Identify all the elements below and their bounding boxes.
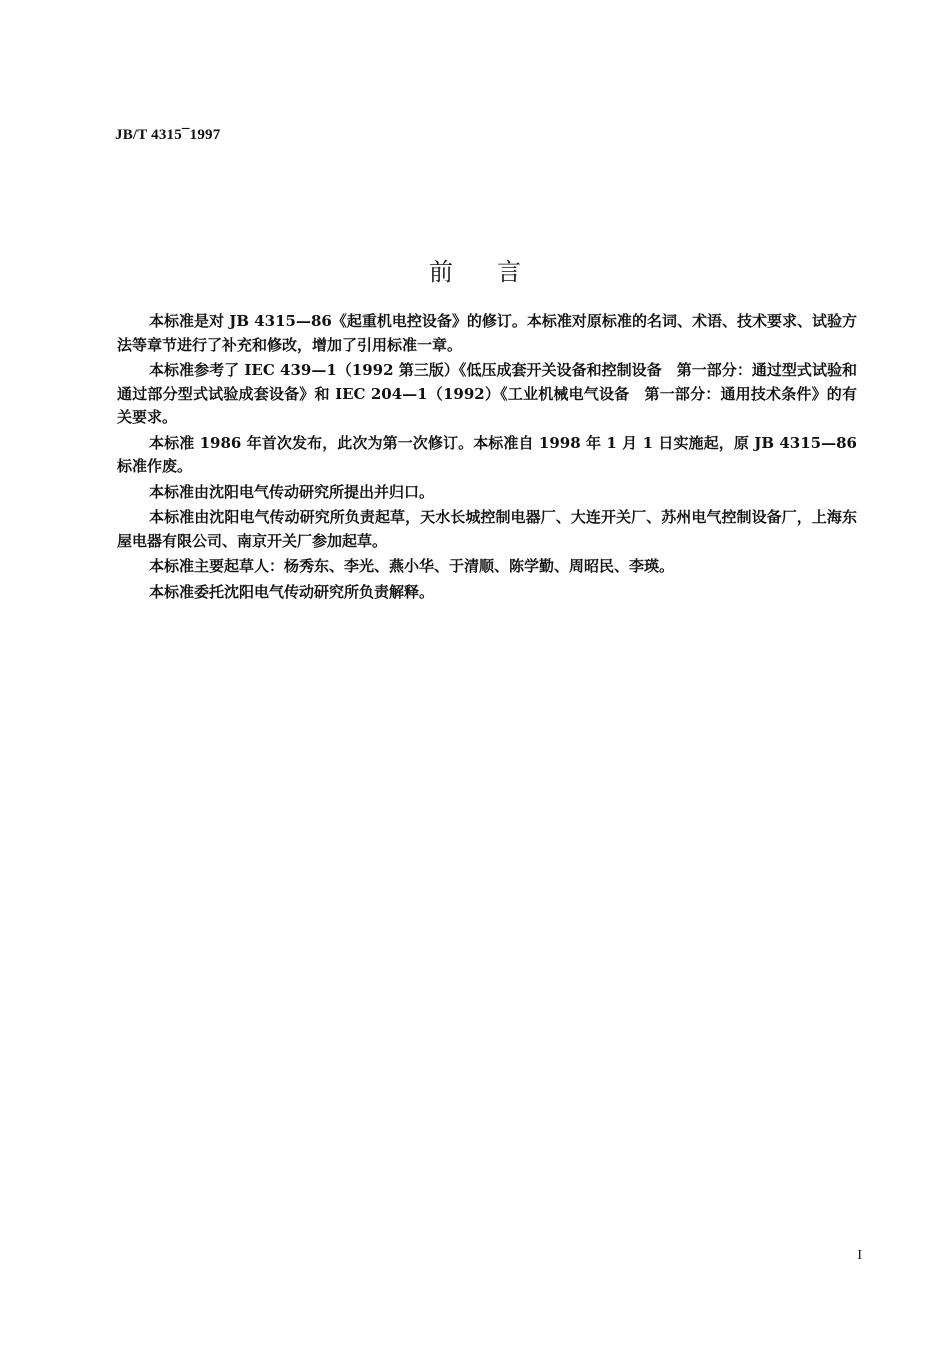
paragraph-proposer: 本标准由沈阳电气传动研究所提出并归口。 <box>149 482 435 501</box>
standard-code: JB/T 4315¯1997 <box>115 127 221 143</box>
section-title: 前言 <box>429 258 565 286</box>
paragraph-history: 本标准 1986 年首次发布，此次为第一次修订。本标准自 1998 年 1 月 1 日实施起，原 JB 4315—86 标准作废。 <box>117 433 857 475</box>
paragraph-drafters: 本标准主要起草人：杨秀东、李光、燕小华、于清顺、陈学勤、周昭民、李瑛。 <box>149 557 675 575</box>
paragraph-revision: 本标准是对 JB 4315—86《起重机电控设备》的修订。本标准对原标准的名词、术语、技术要求、试验方法等章节进行了补充和修改，增加了引用标准一章。 <box>117 312 857 354</box>
paragraph-references: 本标准参考了 IEC 439—1（1992 第三版）《低压成套开关设备和控制设备 第一部分：通过型式试验和通过部分型式试验成套设备》和 IEC 204—1（1992）《工业机械电气设备 第一部分：通用技术条件》的有关要求。 <box>117 361 857 426</box>
paragraph-interpretation: 本标准委托沈阳电气传动研究所负责解释。 <box>149 582 435 601</box>
page-number: I <box>857 1248 862 1263</box>
foreword-body <box>117 310 857 606</box>
paragraph-drafting-units: 本标准由沈阳电气传动研究所负责起草，天水长城控制电器厂、大连开关厂、苏州电气控制设备厂，上海东屋电器有限公司、南京开关厂参加起草。 <box>117 508 857 550</box>
